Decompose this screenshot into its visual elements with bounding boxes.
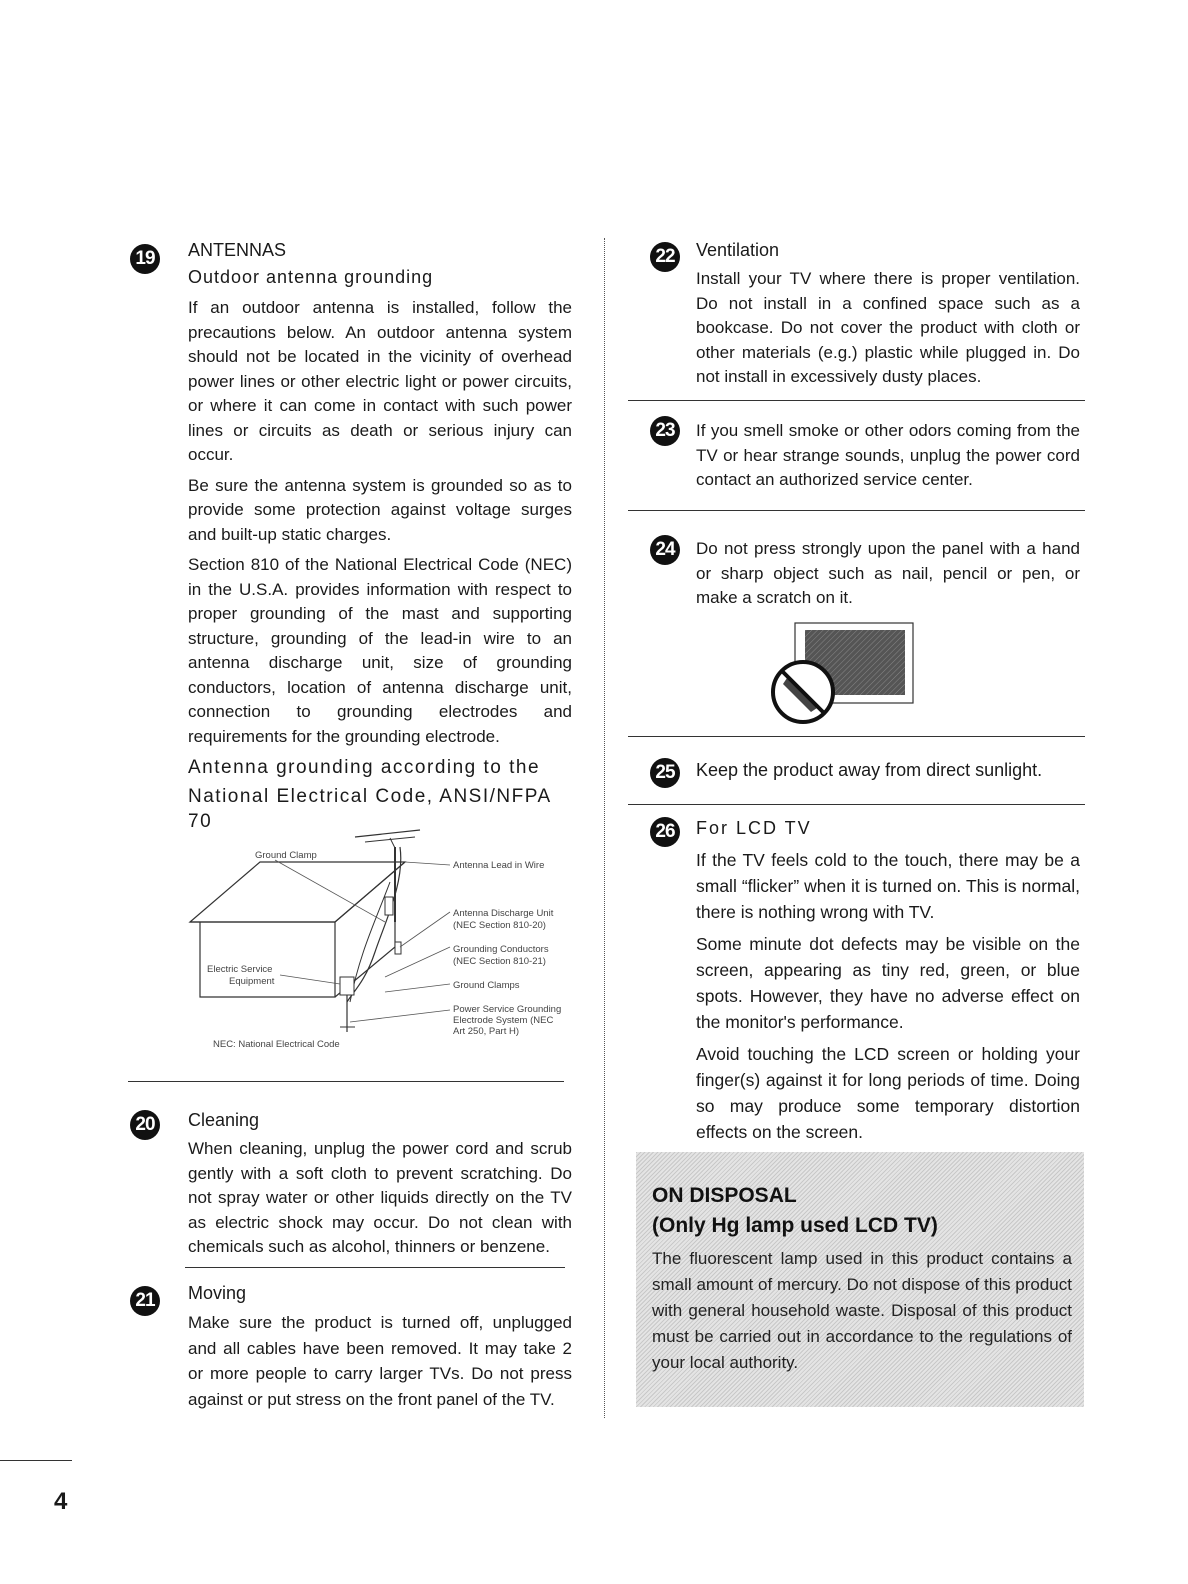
section-title: For LCD TV <box>696 818 812 838</box>
paragraph: Install your TV where there is proper ventilation. Do not install in a confined space such as a bookcase. Do not cover the product with cloth or other materials (e.g.) plastic while plugged in. Do not install in excessively dusty places. <box>696 269 1080 386</box>
section-ventilation <box>696 240 1080 396</box>
section-smoke <box>696 419 1080 499</box>
label-ground-clamps: Ground Clamps <box>453 980 520 991</box>
label-grounding-conductors-nec: (NEC Section 810-21) <box>453 956 546 967</box>
section-divider <box>185 1267 565 1268</box>
disposal-body: The fluorescent lamp used in this product contains a small amount of mercury. Do not dispose of this product with general household waste. Disposal of this product must be carried out in accordance to the regulations of your local authority. <box>652 1249 1072 1372</box>
paragraph: Keep the product away from direct sunlight. <box>696 760 1043 780</box>
section-title: Moving <box>188 1283 247 1303</box>
paragraph: Make sure the product is turned off, unplugged and all cables have been removed. It may take 2 or more people to carry larger TVs. Do not press against or put stress on the front panel of the TV. <box>188 1313 572 1409</box>
page-number: 4 <box>54 1488 68 1515</box>
paragraph: If you smell smoke or other odors coming from the TV or hear strange sounds, unplug the power cord contact an authorized service center. <box>696 421 1080 489</box>
label-grounding-conductors: Grounding Conductors <box>453 944 549 955</box>
section-number-badge: 20 <box>130 1110 160 1140</box>
paragraph: Avoid touching the LCD screen or holding your finger(s) against it for long periods of time. Doing so may produce some temporary distortion effects on the screen. <box>696 1044 1080 1142</box>
paragraph: Section 810 of the National Electrical Code (NEC) in the U.S.A. provides information with respect to proper grounding of the mast and supporting structure, grounding of the lead-in wire to an antenna discharge unit, size of grounding conductors, location of antenna discharge unit, connection to grounding electrodes and requirements for the grounding electrode. <box>188 555 572 746</box>
label-power-service-3: Art 250, Part H) <box>453 1026 519 1037</box>
paragraph: Be sure the antenna system is grounded so as to provide some protection against voltage surges and built-up static charges. <box>188 475 572 544</box>
section-number-badge: 19 <box>130 244 160 274</box>
section-number-badge: 23 <box>650 416 680 446</box>
grounding-heading-line2: National Electrical Code, ANSI/NFPA 70 <box>188 786 551 832</box>
label-electric-service: Electric Service <box>207 964 273 975</box>
label-discharge-unit: Antenna Discharge Unit <box>453 908 554 919</box>
section-antennas <box>188 240 572 834</box>
paragraph: If an outdoor antenna is installed, follow the precautions below. An outdoor antenna system should not be located in the vicinity of overhead power lines or other electric light or power circuits, or where it can come in contact with such power lines or circuits as death or serious injury can occur. <box>188 298 572 464</box>
label-discharge-unit-nec: (NEC Section 810-20) <box>453 920 546 931</box>
antenna-grounding-diagram <box>185 812 585 1062</box>
section-divider <box>628 736 1085 737</box>
label-power-service: Power Service Grounding <box>453 1004 562 1015</box>
disposal-title: ON DISPOSAL <box>652 1184 797 1207</box>
section-sunlight <box>696 758 1080 789</box>
paragraph: Do not press strongly upon the panel with a hand or sharp object such as nail, pencil or pen, or make a scratch on it. <box>696 539 1080 607</box>
section-divider <box>628 804 1085 805</box>
paragraph: If the TV feels cold to the touch, there may be a small “flicker” when it is turned on. This is normal, there is nothing wrong with TV. <box>696 850 1080 922</box>
section-moving <box>188 1283 572 1418</box>
disposal-subtitle: (Only Hg lamp used LCD TV) <box>652 1214 938 1237</box>
section-lcd-tv <box>696 818 1080 1151</box>
section-number-badge: 21 <box>130 1286 160 1316</box>
section-cleaning <box>188 1110 572 1266</box>
label-electric-service-equipment: Equipment <box>229 976 275 987</box>
label-antenna-lead: Antenna Lead in Wire <box>453 860 545 871</box>
section-divider <box>128 1081 564 1082</box>
page-number-rule <box>0 1460 72 1461</box>
section-title: Ventilation <box>696 240 780 260</box>
section-number-badge: 24 <box>650 535 680 565</box>
label-power-service-2: Electrode System (NEC <box>453 1015 554 1026</box>
section-title: Cleaning <box>188 1110 260 1130</box>
label-ground-clamp: Ground Clamp <box>255 850 317 861</box>
grounding-heading-line1: Antenna grounding according to the <box>188 757 541 778</box>
label-nec: NEC: National Electrical Code <box>213 1039 340 1050</box>
section-divider <box>628 510 1085 511</box>
section-number-badge: 25 <box>650 758 680 788</box>
section-divider <box>628 400 1085 401</box>
section-title: ANTENNAS <box>188 240 287 260</box>
column-divider <box>604 238 605 1418</box>
section-number-badge: 26 <box>650 817 680 847</box>
paragraph: When cleaning, unplug the power cord and scrub gently with a soft cloth to prevent scratching. Do not spray water or other liquids directly on the TV as electric shock may occur. Do not clean with chemicals such as alcohol, thinners or benzene. <box>188 1139 572 1256</box>
disposal-notice-box <box>636 1152 1084 1407</box>
no-press-screen-icon <box>765 620 920 730</box>
section-panel-pressure <box>696 537 1080 617</box>
section-number-badge: 22 <box>650 242 680 272</box>
paragraph: Some minute dot defects may be visible on the screen, appearing as tiny red, green, or blue spots. However, they have no adverse effect on the monitor's performance. <box>696 934 1080 1032</box>
section-subtitle: Outdoor antenna grounding <box>188 267 434 287</box>
